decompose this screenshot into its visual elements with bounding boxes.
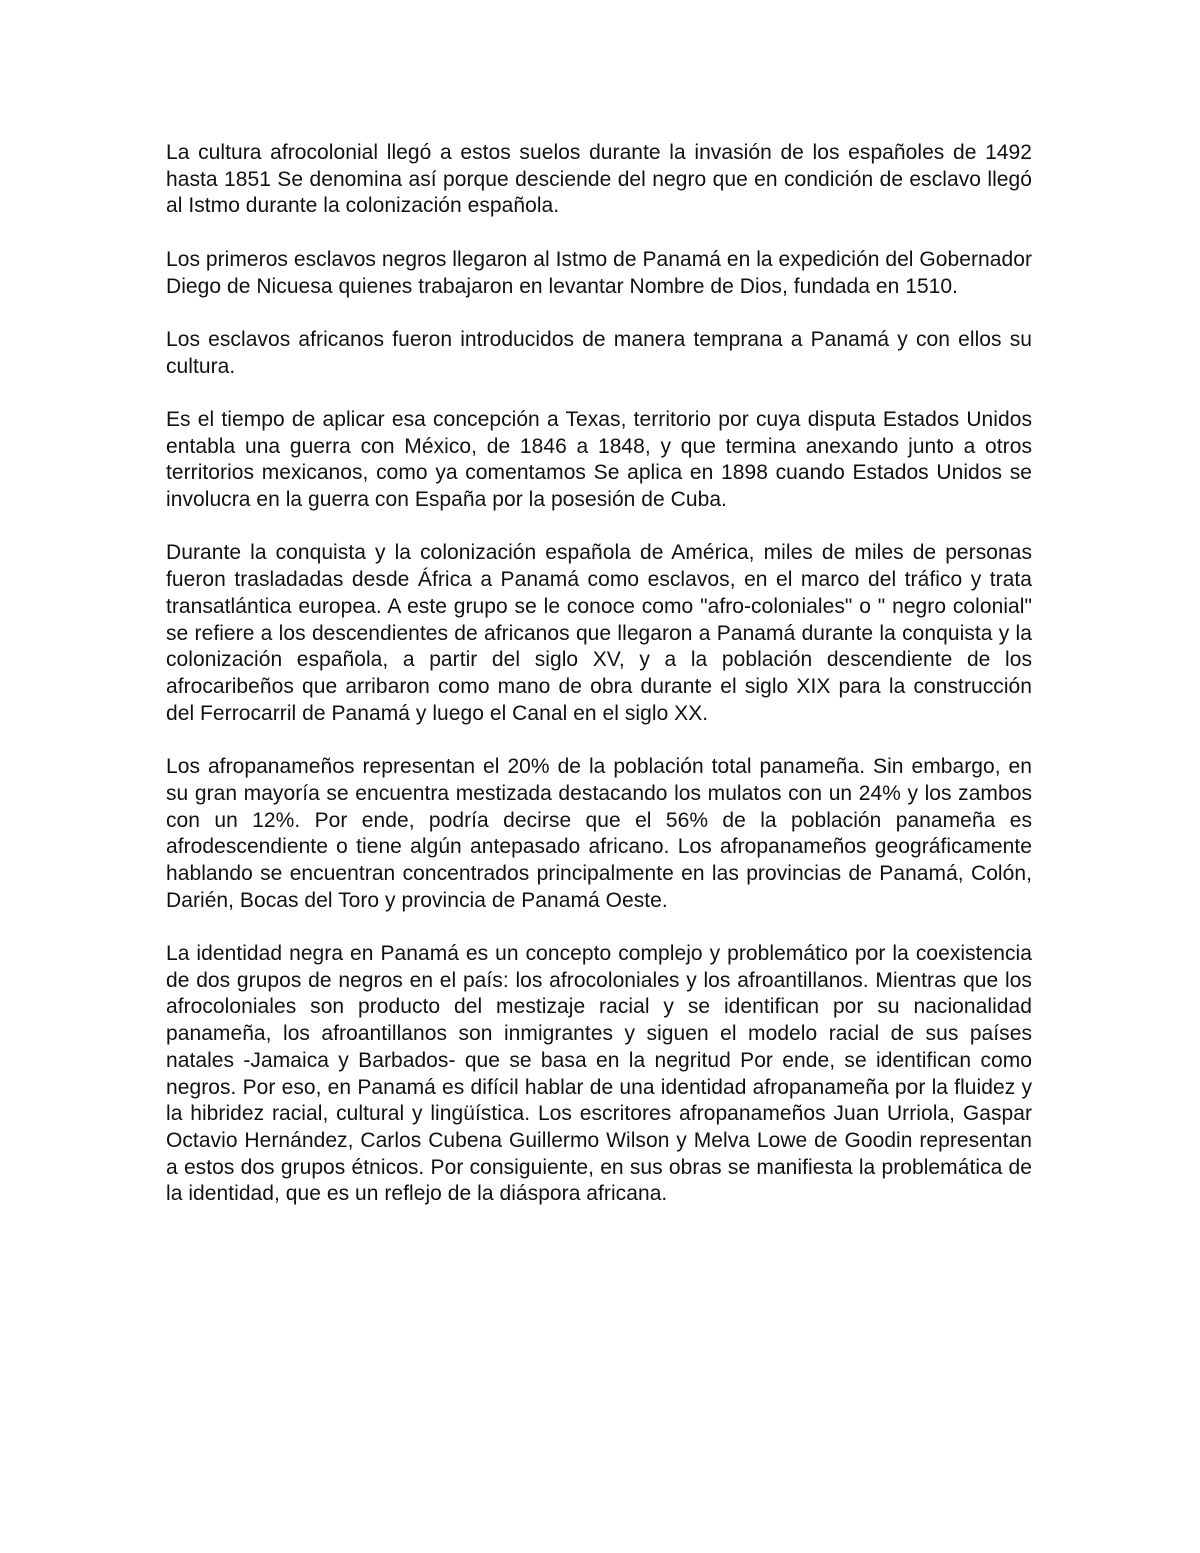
- paragraph-1: La cultura afrocolonial llegó a estos suelos durante la invasión de los españoles de 1492 hasta 1851 Se denomina así porque desciende del negro que en condición de esclavo llegó al Istmo durante la colonización española.: [166, 141, 1032, 218]
- paragraph-5: Durante la conquista y la colonización española de América, miles de miles de personas fueron trasladadas desde África a Panamá como esclavos, en el marco del tráfico y trata transatlántica europea. A este grupo se le conoce como "afro-coloniales" o " negro colonial" se refiere a los descendientes de africanos que llegaron a Panamá durante la conquista y la colonización española, a partir del siglo XV, y a la población descendiente de los afrocaribeños que arribaron como mano de obra durante el siglo XIX para la construcción del Ferrocarril de Panamá y luego el Canal en el siglo XX.: [166, 541, 1032, 725]
- paragraph-7: La identidad negra en Panamá es un concepto complejo y problemático por la coexistencia de dos grupos de negros en el país: los afrocoloniales y los afroantillanos. Mientras que los afrocoloniales son producto del mestizaje racial y se identifican por su nacionalidad panameña, los afroantillanos son inmigrantes y siguen el modelo racial de sus países natales -Jamaica y Barbados- que se basa en la negritud Por ende, se identifican como negros. Por eso, en Panamá es difícil hablar de una identidad afropanameña por la fluidez y la hibridez racial, cultural y lingüística. Los escritores afropanameños Juan Urriola, Gaspar Octavio Hernández, Carlos Cubena Guillermo Wilson y Melva Lowe de Goodin representan a estos dos grupos étnicos. Por consiguiente, en sus obras se manifiesta la problemática de la identidad, que es un reflejo de la diáspora africana.: [166, 942, 1032, 1206]
- paragraph-2: Los primeros esclavos negros llegaron al Istmo de Panamá en la expedición del Gobernador Diego de Nicuesa quienes trabajaron en levantar Nombre de Dios, fundada en 1510.: [166, 247, 1032, 298]
- paragraph-3: Los esclavos africanos fueron introducidos de manera temprana a Panamá y con ellos su cultura.: [166, 327, 1032, 378]
- paragraph-6: Los afropanameños representan el 20% de la población total panameña. Sin embargo, en su gran mayoría se encuentra mestizada destacando los mulatos con un 24% y los zambos con un 12%. Por ende, podría decirse que el 56% de la población panameña es afrodescendiente o tiene algún antepasado africano. Los afropanameños geográficamente hablando se encuentran concentrados principalmente en las provincias de Panamá, Colón, Darién, Bocas del Toro y provincia de Panamá Oeste.: [166, 755, 1032, 912]
- paragraph-4: Es el tiempo de aplicar esa concepción a Texas, territorio por cuya disputa Estados Unidos entabla una guerra con México, de 1846 a 1848, y que termina anexando junto a otros territorios mexicanos, como ya comentamos Se aplica en 1898 cuando Estados Unidos se involucra en la guerra con España por la posesión de Cuba.: [166, 407, 1032, 512]
- document-page: [166, 140, 1032, 1235]
